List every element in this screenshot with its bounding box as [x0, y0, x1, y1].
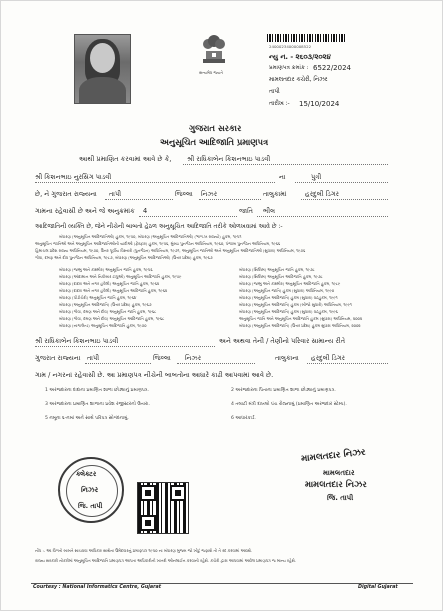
office-district: તાપી	[269, 89, 280, 95]
seal-bottom-text: જિ. તાપી	[78, 502, 103, 510]
village-name: હરદુલી ડિગર	[305, 190, 340, 198]
barcode-number: 24000234000008522	[269, 44, 312, 49]
intro-text: આથી પ્રમાણિત કરવામાં આવે છે કે,	[79, 155, 172, 163]
emblem-caption: સત્યમેવ જયતે	[199, 70, 223, 75]
taluka-name: નિઝર	[201, 190, 218, 198]
ground-item: 4 તલાટી મંત્રી દાખલો પંચ રોજ્નામું (પ્રમાણિત અરજદાર સ્ટેમ્પ).	[231, 402, 347, 407]
ground-item: 5 નમૂના ૬-નમાં અને સાથે પરિપત્ર સોગંદનામું.	[45, 416, 129, 421]
ground-item: 1 અરજદારના દાદાના પ્રમાણિત શાળા છોડ્યાનું પ્રમાણપત્ર.	[45, 388, 150, 393]
order-item: બંધારણ (સિક્કિમ) અનુસૂચિત જાતિ હુકમ, ૧૯૭૮	[239, 267, 315, 272]
signature-scribble: મામલતદાર નિઝર	[300, 447, 367, 465]
footer-note-1: નોંધ :- આ વિગતો બાબતે સાચવવા અધિકાર સાથેના ઉમેદવારનું પ્રમાણપત્ર ૧૯૫૦ ના બંધારણ મુજબ જો ખોટું જણાશે તો તે રદ કરવામાં આવશે.	[35, 548, 253, 553]
res-state-prefix: ગુજરાત રાજ્યના	[35, 354, 81, 362]
ground-item: 6 આધારકાર્ડ.	[231, 416, 256, 421]
order-item: અનુસૂચિત જાતિ અને અનુસૂચિત આદિજાતિ હુકમ (સુધારા) અધિનિયમ, ૨૦૦૨	[239, 316, 363, 321]
order-item: બંધારણ (દાદરા અને નગર હવેલી) અનુસૂચિત જાતિ હુકમ, ૧૯૬૨	[59, 281, 160, 286]
basis-text: ગામ / નગરનાં રહેવાસી છે. આ પ્રમાણપત્ર નીચેની બાબતોના આધારે કાઢી આપવામાં આવે છે.	[35, 371, 274, 379]
order-item: બંધારણ (જમ્મુ અને કાશ્મીર) અનુસૂચિત જાતિ હુકમ, ૧૯૫૬	[59, 267, 153, 272]
res-taluka-label: તાલુકાના	[275, 354, 299, 362]
order-item: બંધારણ (અનુસૂચિત આદિજાતિ) હુકમ (સુધારા) વટહુકમ, ૧૯૯૬	[239, 309, 338, 314]
brand-text: Digital Gujarat	[358, 585, 398, 590]
cert-no: 6522/2024	[313, 64, 351, 72]
father-name: શ્રી કિશનભાઇ નુરસિંગ પાડવી	[35, 173, 112, 181]
serial-no: 4	[143, 207, 148, 215]
signatory-district: જિ. તાપી	[327, 494, 354, 502]
government-title: ગુજરાત સરકાર	[189, 123, 242, 133]
ground-item: 2 અરજદારના પિતાના પ્રમાણિત શાળા છોડ્યાનું પ્રમાણપત્ર.	[231, 388, 336, 393]
order-item: બંધારણ (જમ્મુ અને કાશ્મીર) અનુસૂચિત આદિજાતિ હુકમ, ૧૯૮૯	[239, 281, 341, 286]
order-item: બંધારણ (અનુસૂચિત આદિજાતિ) (ઉત્તર પ્રદેશ) હુકમ, ૧૯૬૭	[59, 302, 152, 307]
certificate-title: અનુસૂચિત આદિજાતિ પ્રમાણપત્ર	[160, 137, 269, 147]
caste-name: ભીલ	[263, 207, 276, 215]
recognition-text: આદિજાતિની વ્યક્તિ છે, જેને નીચેની બાબતો હેઠળ અનુસૂચિત આદિજાતિ તરીકે ઓળખવામાં આવે છે :-	[35, 223, 283, 230]
order-item: બંધારણ (અનુસૂચિત આદિજાતિ) હુકમ (બીજો સુધારો) અધિનિયમ, ૧૯૯૧	[239, 302, 352, 307]
signatory-office: મામલતદાર નિઝર	[305, 480, 367, 490]
act-line: અનુસૂચિત જાતિઓ અને અનુસૂચિત આદિજાતિઓની યાદીઓ (ફેરફાર) હુકમ, ૧૯૫૬, મુંબઇ પુનર્ગઠન અધિનિયમ, ૧૯૬૦, પંજાબ પુનર્ગઠન અધિનિયમ, ૧૯૬૬	[35, 241, 281, 246]
state-prefix: છે, ને ગુજરાત રાજ્યના	[35, 190, 97, 198]
order-item: બંધારણ (પોંડીચેરી) અનુસૂચિત જાતિ હુકમ, ૧૯૬૪	[59, 295, 137, 300]
residence-holder: શ્રી રાધિકાબેન કિશનભાઇ પાડવી	[35, 337, 119, 345]
res-district-label: જિલ્લા	[153, 354, 171, 362]
district-label: જિલ્લા	[175, 190, 193, 198]
relation: પુત્રી	[311, 173, 322, 181]
act-line: ગોવા, દમણ અને દીવ પુનર્ગઠન અધિનિયમ, ૧૯૮૭, બંધારણ (અનુસૂચિત આદિજાતિઓ) (ઉત્તર પ્રદેશ) હુકમ, ૧૯૬૭	[35, 255, 213, 260]
serial-number: ન્યુ ન. - ૨૬૦૩/૨૦૨૪	[269, 53, 331, 61]
serial-prefix: ગામના રહેવાસી છે અને જે અનુક્રમાંક	[35, 207, 135, 215]
res-village: હરદુલી ડિગર	[311, 354, 346, 362]
order-item: બંધારણ (સિક્કિમ) અનુસૂચિત આદિજાતિ હુકમ, ૧૯૭૮	[239, 274, 323, 279]
order-item: બંધારણ (ગોવા, દમણ અને દીવ) અનુસૂચિત જાતિ હુકમ, ૧૯૬૮	[59, 309, 157, 314]
res-taluka: નિઝર	[185, 354, 202, 362]
order-item: બંધારણ (નાગાલેન્ડ) અનુસૂચિત આદિજાતિ હુકમ, ૧૯૭૦	[59, 323, 147, 328]
issue-date: 15/10/2024	[299, 100, 340, 108]
footer-note-2: રાજ્ય સરકારી નોકરીમાં અનુસૂચિત આદિજાતિ પ્રમાણપત્ર આપતા અધિકારીની ખાતરી ઓનલાઈન કરવાની રહેશે. કચેરી દ્વારા આપવામાં આવેલ પ્રમાણપત્ર જ માન્ય રહેશે.	[35, 558, 296, 563]
order-item: બંધારણ (આંદામાન અને નિકોબાર ટાપુઓ) અનુસૂચિત આદિજાતિ હુકમ, ૧૯૫૯	[59, 274, 182, 279]
applicant-photo	[74, 34, 131, 104]
taluka-label: તાલુકામાં	[263, 190, 287, 198]
footer-divider	[31, 583, 413, 584]
relation-label: ના	[279, 173, 286, 181]
residence-suffix: અને અથવા તેની / તેણીનો પરિવાર સામાન્ય રીતે	[219, 337, 346, 345]
seal-top-text: ક્લેક્ટર	[76, 470, 97, 478]
official-seal	[58, 457, 124, 523]
qr-code	[137, 482, 189, 534]
national-emblem-icon	[197, 29, 231, 69]
act-line: હિમાચલ પ્રદેશ રાજ્ય અધિનિયમ, ૧૯૭૦, ઉત્તર પૂર્વીય વિસ્તારો (પુનર્ગઠન) અધિનિયમ, ૧૯૭૧, અનુસૂચિત જાતિઓ અને અનુસૂચિત આદિજાતિઓ (સુધારા) અધિનિયમ, ૧૯૭૬	[35, 248, 306, 253]
caste-label: જાતિ	[239, 207, 254, 215]
ground-item: 3 અરજદારના પ્રમાણિત શાળાના પ્રવેશ રજીસ્ટરનો ઉતારા.	[45, 402, 150, 407]
signatory-title: મામલતદાર	[323, 468, 355, 477]
holder-name: શ્રી રાધિકાબેન કિશનભાઇ પાડવી	[187, 155, 271, 163]
district-name: તાપી	[109, 190, 122, 198]
courtesy-text: Courtesy : National Informatics Centre, Gujarat	[33, 585, 162, 590]
cert-no-label: પ્રમાણપત્ર ક્રમાંક :	[269, 65, 309, 71]
order-item: બંધારણ (અનુસૂચિત આદિજાતિ) (ઉત્તર પ્રદેશ) હુકમ સુધારા અધિનિયમ, ૨૦૦૨	[239, 323, 361, 328]
date-label: તારીખ :-	[269, 101, 290, 107]
act-line: બંધારણ (અનુસૂચિત આદિજાતિઓ) હુકમ, ૧૯૫૦, બંધારણ (અનુસૂચિત આદિજાતિઓ) (ભાગ-ખ રાજ્યો) હુકમ, ૧૯૫૧	[59, 234, 242, 239]
seal-middle-text: નિઝર	[81, 486, 99, 494]
res-district: તાપી	[87, 354, 100, 362]
order-item: બંધારણ (ગોવા, દમણ અને દીવ) અનુસૂચિત આદિજાતિ હુકમ, ૧૯૬૮	[59, 316, 165, 321]
order-item: બંધારણ (અનુસૂચિત જાતિ) હુકમ (સુધારા) અધિનિયમ, ૧૯૯૦	[239, 288, 335, 293]
order-item: બંધારણ (દાદરા અને નગર હવેલી) અનુસૂચિત આદિજાતિ હુકમ, ૧૯૬૨	[59, 288, 168, 293]
barcode	[267, 34, 347, 42]
office-name: મામલતદાર કચેરી, નિઝર	[269, 77, 328, 83]
order-item: બંધારણ (અનુસૂચિત આદિજાતિ) હુકમ (સુધારા) વટહુકમ, ૧૯૯૧	[239, 295, 338, 300]
